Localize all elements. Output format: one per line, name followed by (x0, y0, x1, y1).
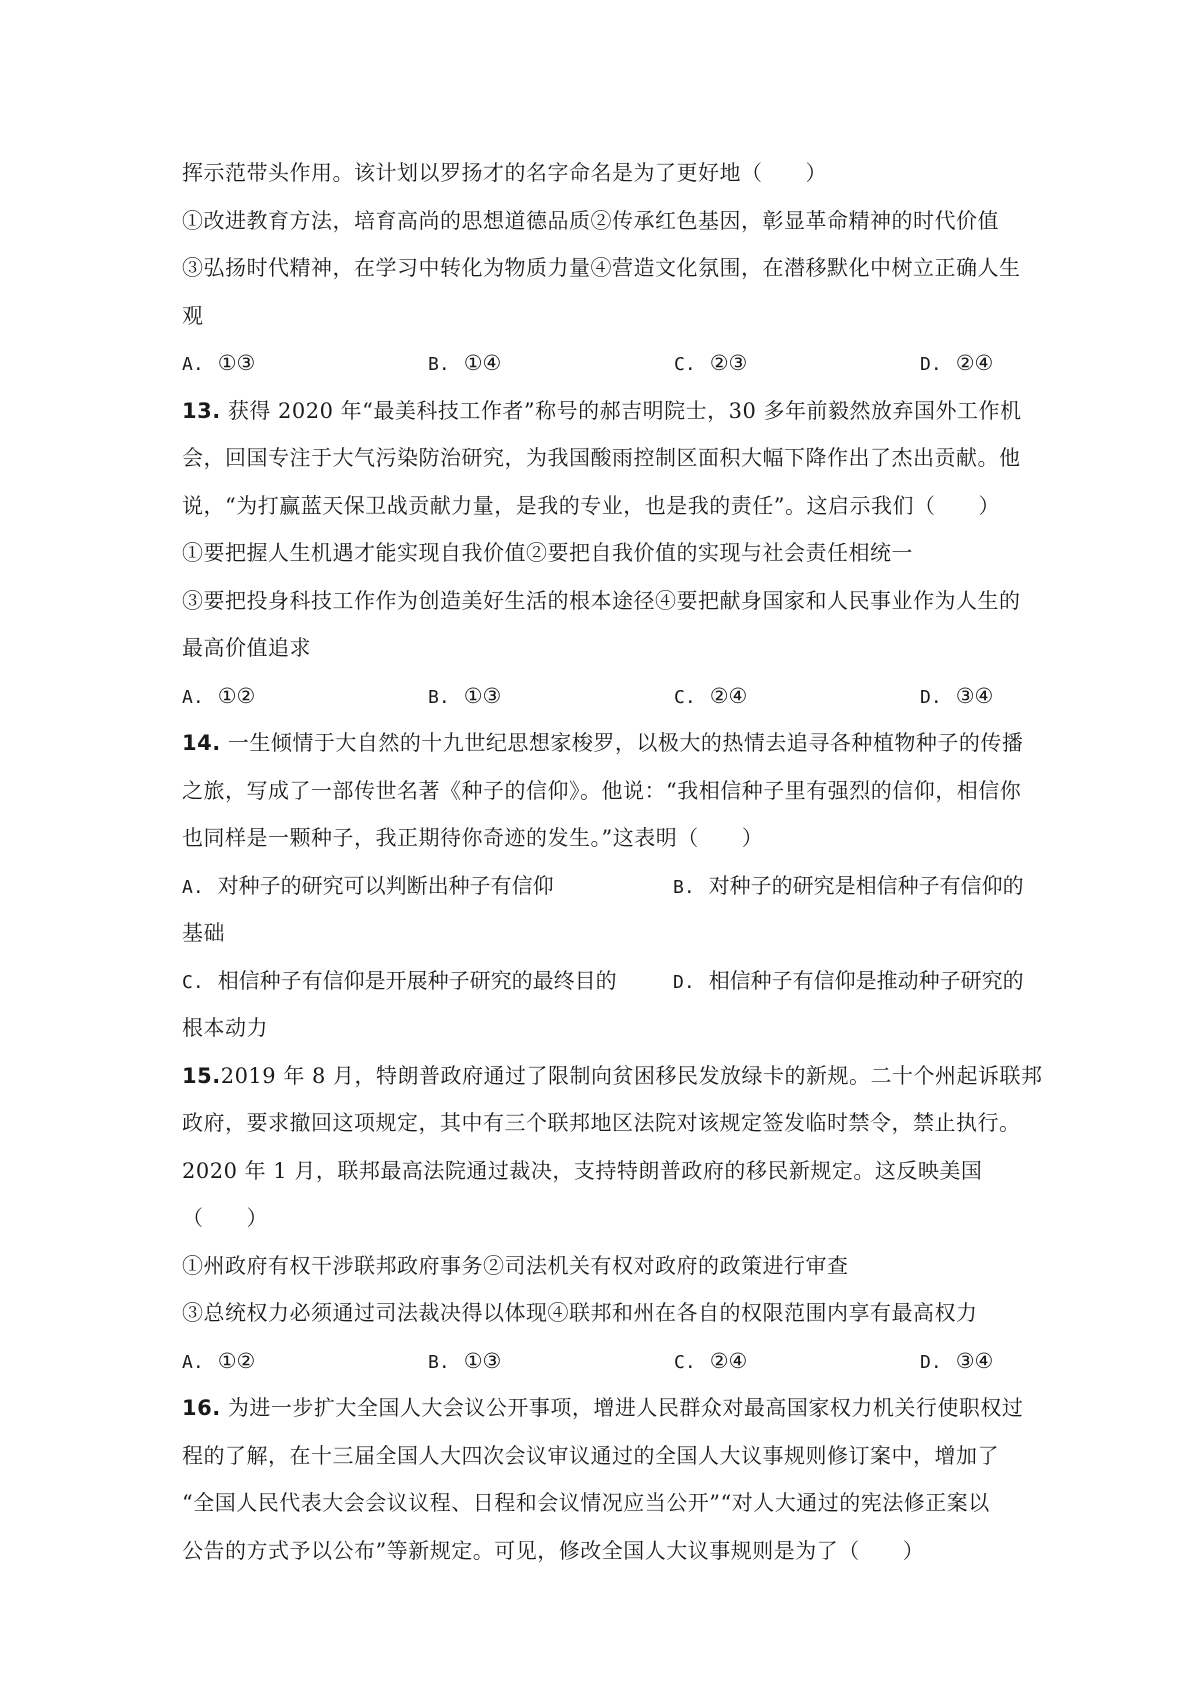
statement-line: ①州政府有权干涉联邦政府事务②司法机关有权对政府的政策进行审查 (182, 1253, 849, 1278)
option-d[interactable]: D. ③④ (920, 683, 994, 708)
statement-line: ①改进教育方法，培育高尚的思想道德品质②传承红色基因，彰显革命精神的时代价值 (182, 208, 999, 233)
question-stem-line: 14. 一生倾情于大自然的十九世纪思想家梭罗，以极大的热情去追寻各种植物种子的传播 (182, 731, 1024, 755)
option-d-continuation: 根本动力 (182, 1016, 268, 1040)
option-b-continuation: 基础 (182, 921, 225, 945)
option-c[interactable]: C. ②④ (674, 1348, 748, 1373)
option-c[interactable]: C. 相信种子有信仰是开展种子研究的最终目的 (182, 968, 617, 993)
question-stem-line: 程的了解，在十三届全国人大四次会议审议通过的全国人大议事规则修订案中，增加了 (182, 1443, 999, 1468)
option-a[interactable]: A. 对种子的研究可以判断出种子有信仰 (182, 873, 554, 898)
question-number: 16. (182, 1396, 221, 1420)
option-d[interactable]: D. 相信种子有信仰是推动种子研究的 (673, 968, 1024, 993)
statement-line: ①要把握人生机遇才能实现自我价值②要把自我价值的实现与社会责任相统一 (182, 541, 913, 565)
question-number: 13. (182, 398, 221, 423)
question-stem-line: 之旅，写成了一部传世名著《种子的信仰》。他说：“我相信种子里有强烈的信仰，相信你 (182, 778, 1022, 803)
question-stem-line: 说，“为打赢蓝天保卫战贡献力量，是我的专业，也是我的责任”。这启示我们（ ） (182, 493, 1000, 518)
statement-line: ③要把投身科技工作作为创造美好生活的根本途径④要把献身国家和人民事业作为人生的 (182, 588, 1021, 613)
question-stem-line: 也同样是一颗种子，我正期待你奇迹的发生。”这表明（ ） (182, 826, 764, 850)
option-d[interactable]: D. ②④ (920, 351, 994, 375)
question-number: 14. (182, 731, 221, 755)
option-b[interactable]: B. 对种子的研究是相信种子有信仰的 (673, 873, 1024, 898)
question-stem-line: 2020 年 1 月，联邦最高法院通过裁决，支持特朗普政府的移民新规定。这反映美国 (182, 1158, 983, 1183)
answer-options (182, 340, 1032, 388)
question-stem-line: 15.2019 年 8 月，特朗普政府通过了限制向贫困移民发放绿卡的新规。二十个州起诉联邦 (182, 1063, 1043, 1088)
statement-line: ③弘扬时代精神，在学习中转化为物质力量④营造文化氛围，在潜移默化中树立正确人生 (182, 256, 1021, 280)
option-b[interactable]: B. ①③ (428, 683, 502, 708)
question-number: 15. (182, 1063, 221, 1088)
question-stem-line: （ ） (182, 1206, 268, 1230)
question-16 (182, 1385, 1032, 1575)
option-a[interactable]: A. ①② (182, 683, 256, 708)
question-stem-line: 13. 获得 2020 年“最美科技工作者”称号的郝吉明院士，30 多年前毅然放弃国外工作机 (182, 398, 1022, 423)
option-c[interactable]: C. ②④ (674, 683, 748, 708)
question-12 (182, 150, 1032, 388)
question-stem-line: “全国人民代表大会会议议程、日程和会议情况应当公开”“对人大通过的宪法修正案以 (182, 1491, 990, 1515)
option-c[interactable]: C. ②③ (674, 351, 748, 375)
question-stem-line: 16. 为进一步扩大全国人大会议公开事项，增进人民群众对最高国家权力机关行使职权过 (182, 1396, 1024, 1420)
statement-line: 观 (182, 303, 204, 328)
statement-line: 最高价值追求 (182, 636, 311, 660)
document-page (182, 150, 1043, 1575)
option-a[interactable]: A. ①② (182, 1348, 256, 1373)
question-14 (182, 720, 1032, 1053)
question-stem-line: 挥示范带头作用。该计划以罗扬才的名字命名是为了更好地（ ） (182, 161, 827, 185)
answer-options-row (182, 863, 1032, 911)
question-13 (182, 388, 1032, 721)
option-a[interactable]: A. ①③ (182, 351, 256, 375)
question-stem-line: 会，回国专注于大气污染防治研究，为我国酸雨控制区面积大幅下降作出了杰出贡献。他 (182, 446, 1021, 470)
question-stem-line: 公告的方式予以公布”等新规定。可见，修改全国人大议事规则是为了（ ） (182, 1538, 925, 1563)
answer-options (182, 673, 1032, 721)
answer-options (182, 1338, 1032, 1386)
question-15 (182, 1053, 1043, 1386)
option-d[interactable]: D. ③④ (920, 1348, 994, 1373)
option-b[interactable]: B. ①③ (428, 1348, 502, 1373)
option-b[interactable]: B. ①④ (428, 351, 502, 375)
statement-line: ③总统权力必须通过司法裁决得以体现④联邦和州在各自的权限范围内享有最高权力 (182, 1301, 978, 1325)
question-stem-line: 政府，要求撤回这项规定，其中有三个联邦地区法院对该规定签发临时禁令，禁止执行。 (182, 1111, 1021, 1135)
answer-options-row (182, 958, 1032, 1006)
